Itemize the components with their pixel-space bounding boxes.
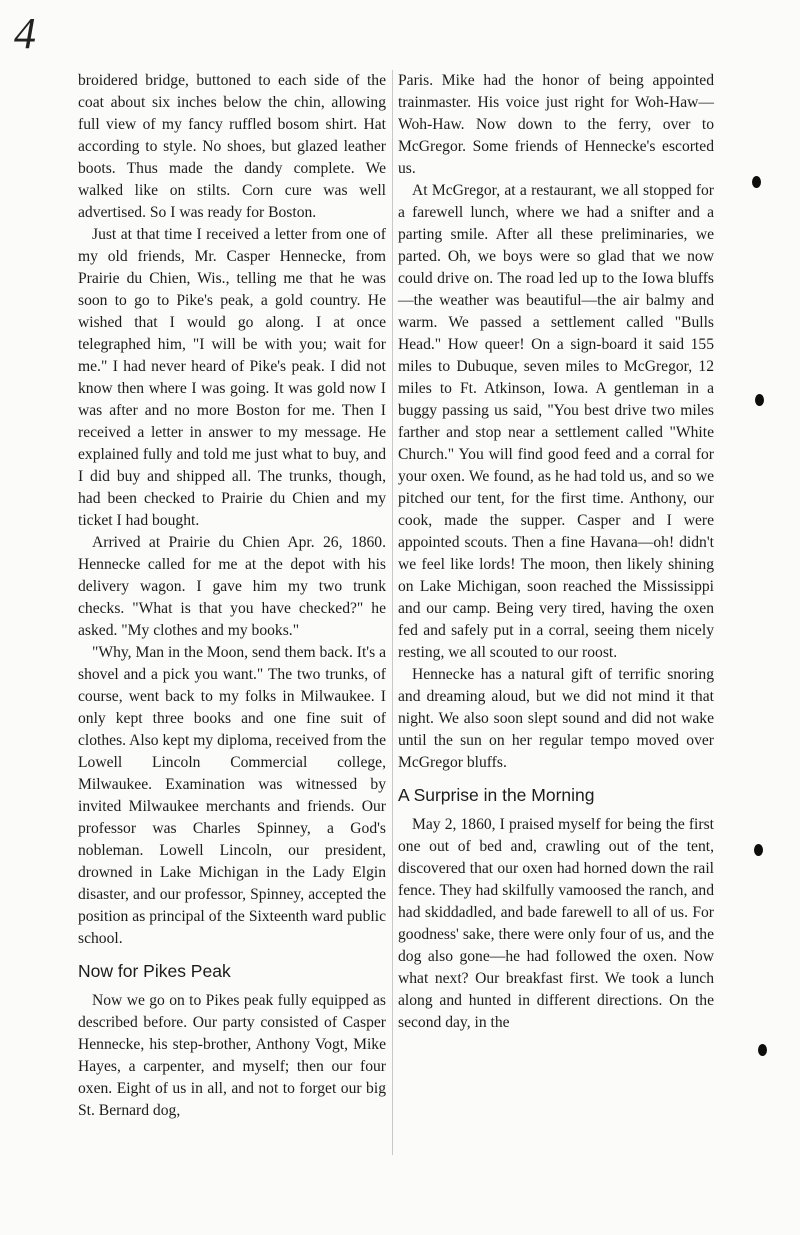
paragraph: May 2, 1860, I praised myself for being the first one out of bed and, crawling out of the tent, discovered that our oxen had horned down the rail fence. They had skilfully vamoosed the ranch, and had skiddadled, and bade farewell to all of us. For goodness' sake, there were only four of us, and the dog also gone—he had followed the oxen. Now what next? Our breakfast first. We took a lunch along and hunted in different directions. On the second day, in the [398, 816, 714, 1031]
paragraph: At McGregor, at a restaurant, we all stopped for a farewell lunch, where we had a snifter and a parting smile. After all these preliminaries, we parted. Oh, we boys were so glad that we now could drive on. The road led up to the Iowa bluffs—the weather was beautiful—the air balmy and warm. We passed a settlement called "Bulls Head." How queer! On a sign-board it said 155 miles to Dubuque, seven miles to McGregor, 12 miles to Ft. Atkinson, Iowa. A gentleman in a buggy passing us said, "You best drive two miles farther and stop near a settlement called "White Church." You will find good feed and a corral for your oxen. We found, as he had told us, and so we pitched our tent, for the first time. Anthony, our cook, made the supper. Casper and I were appointed scouts. Then a fine Havana—oh! didn't we feel like lords! The moon, then likely shining on Lake Michigan, soon reached the Mississippi and our camp. Being very tired, having the oxen fed and safely put in a corral, seeing them nicely resting, we all scouted to our roost. [398, 182, 714, 661]
punch-hole-icon [758, 1044, 767, 1056]
punch-hole-icon [755, 394, 764, 406]
paragraph: Now we go on to Pikes peak fully equipped as described before. Our party consisted of Casper Hennecke, his step-brother, Anthony Vogt, Mike Hayes, a carpenter, and myself; then our four oxen. Eight of us in all, and not to forget our big St. Bernard dog, [78, 992, 386, 1119]
punch-hole-icon [754, 844, 763, 856]
right-column [398, 70, 714, 1034]
page-number: 4 [14, 9, 36, 58]
left-column [78, 70, 386, 1122]
punch-hole-icon [752, 176, 761, 188]
paragraph: Arrived at Prairie du Chien Apr. 26, 1860. Hennecke called for me at the depot with his delivery wagon. I gave him my two trunk checks. "What is that you have checked?" he asked. "My clothes and my books." [78, 534, 386, 639]
paragraph: Paris. Mike had the honor of being appointed trainmaster. His voice just right for Woh-Haw—Woh-Haw. Now down to the ferry, over to McGregor. Some friends of Hennecke's escorted us. [398, 72, 714, 177]
paragraph: Hennecke has a natural gift of terrific snoring and dreaming aloud, but we did not mind it that night. We also soon slept sound and did not wake until the sun on her regular tempo moved over McGregor bluffs. [398, 666, 714, 771]
section-heading: Now for Pikes Peak [78, 961, 231, 981]
section-heading: A Surprise in the Morning [398, 785, 595, 805]
paragraph: "Why, Man in the Moon, send them back. It's a shovel and a pick you want." The two trunks, of course, went back to my folks in Milwaukee. I only kept three books and one fine suit of clothes. Also kept my diploma, received from the Lowell Lincoln Commercial college, Milwaukee. Examination was witnessed by invited Milwaukee merchants and friends. Our professor was Charles Spinney, a God's nobleman. Lowell Lincoln, our president, drowned in Lake Michigan in the Lady Elgin disaster, and our professor, Spinney, accepted the position as principal of the Sixteenth ward public school. [78, 644, 386, 947]
paragraph: Just at that time I received a letter from one of my old friends, Mr. Casper Hennecke, from Prairie du Chien, Wis., telling me that he was soon to go to Pike's peak, a gold country. He wished that I would go along. I at once telegraphed him, "I will be with you; wait for me." I had never heard of Pike's peak. I did not know then where I was going. It was gold now I was after and no more Boston for me. Then I received a letter in answer to my message. He explained fully and told me just what to buy, and I did buy and shipped all. The trunks, though, had been checked to Prairie du Chien and my ticket I had bought. [78, 226, 386, 529]
column-divider [392, 70, 393, 1155]
paragraph: broidered bridge, buttoned to each side of the coat about six inches below the chin, allowing full view of my fancy ruffled bosom shirt. Hat according to style. No shoes, but glazed leather boots. Thus made the dandy complete. We walked like on stilts. Corn cure was well advertised. So I was ready for Boston. [78, 72, 386, 221]
